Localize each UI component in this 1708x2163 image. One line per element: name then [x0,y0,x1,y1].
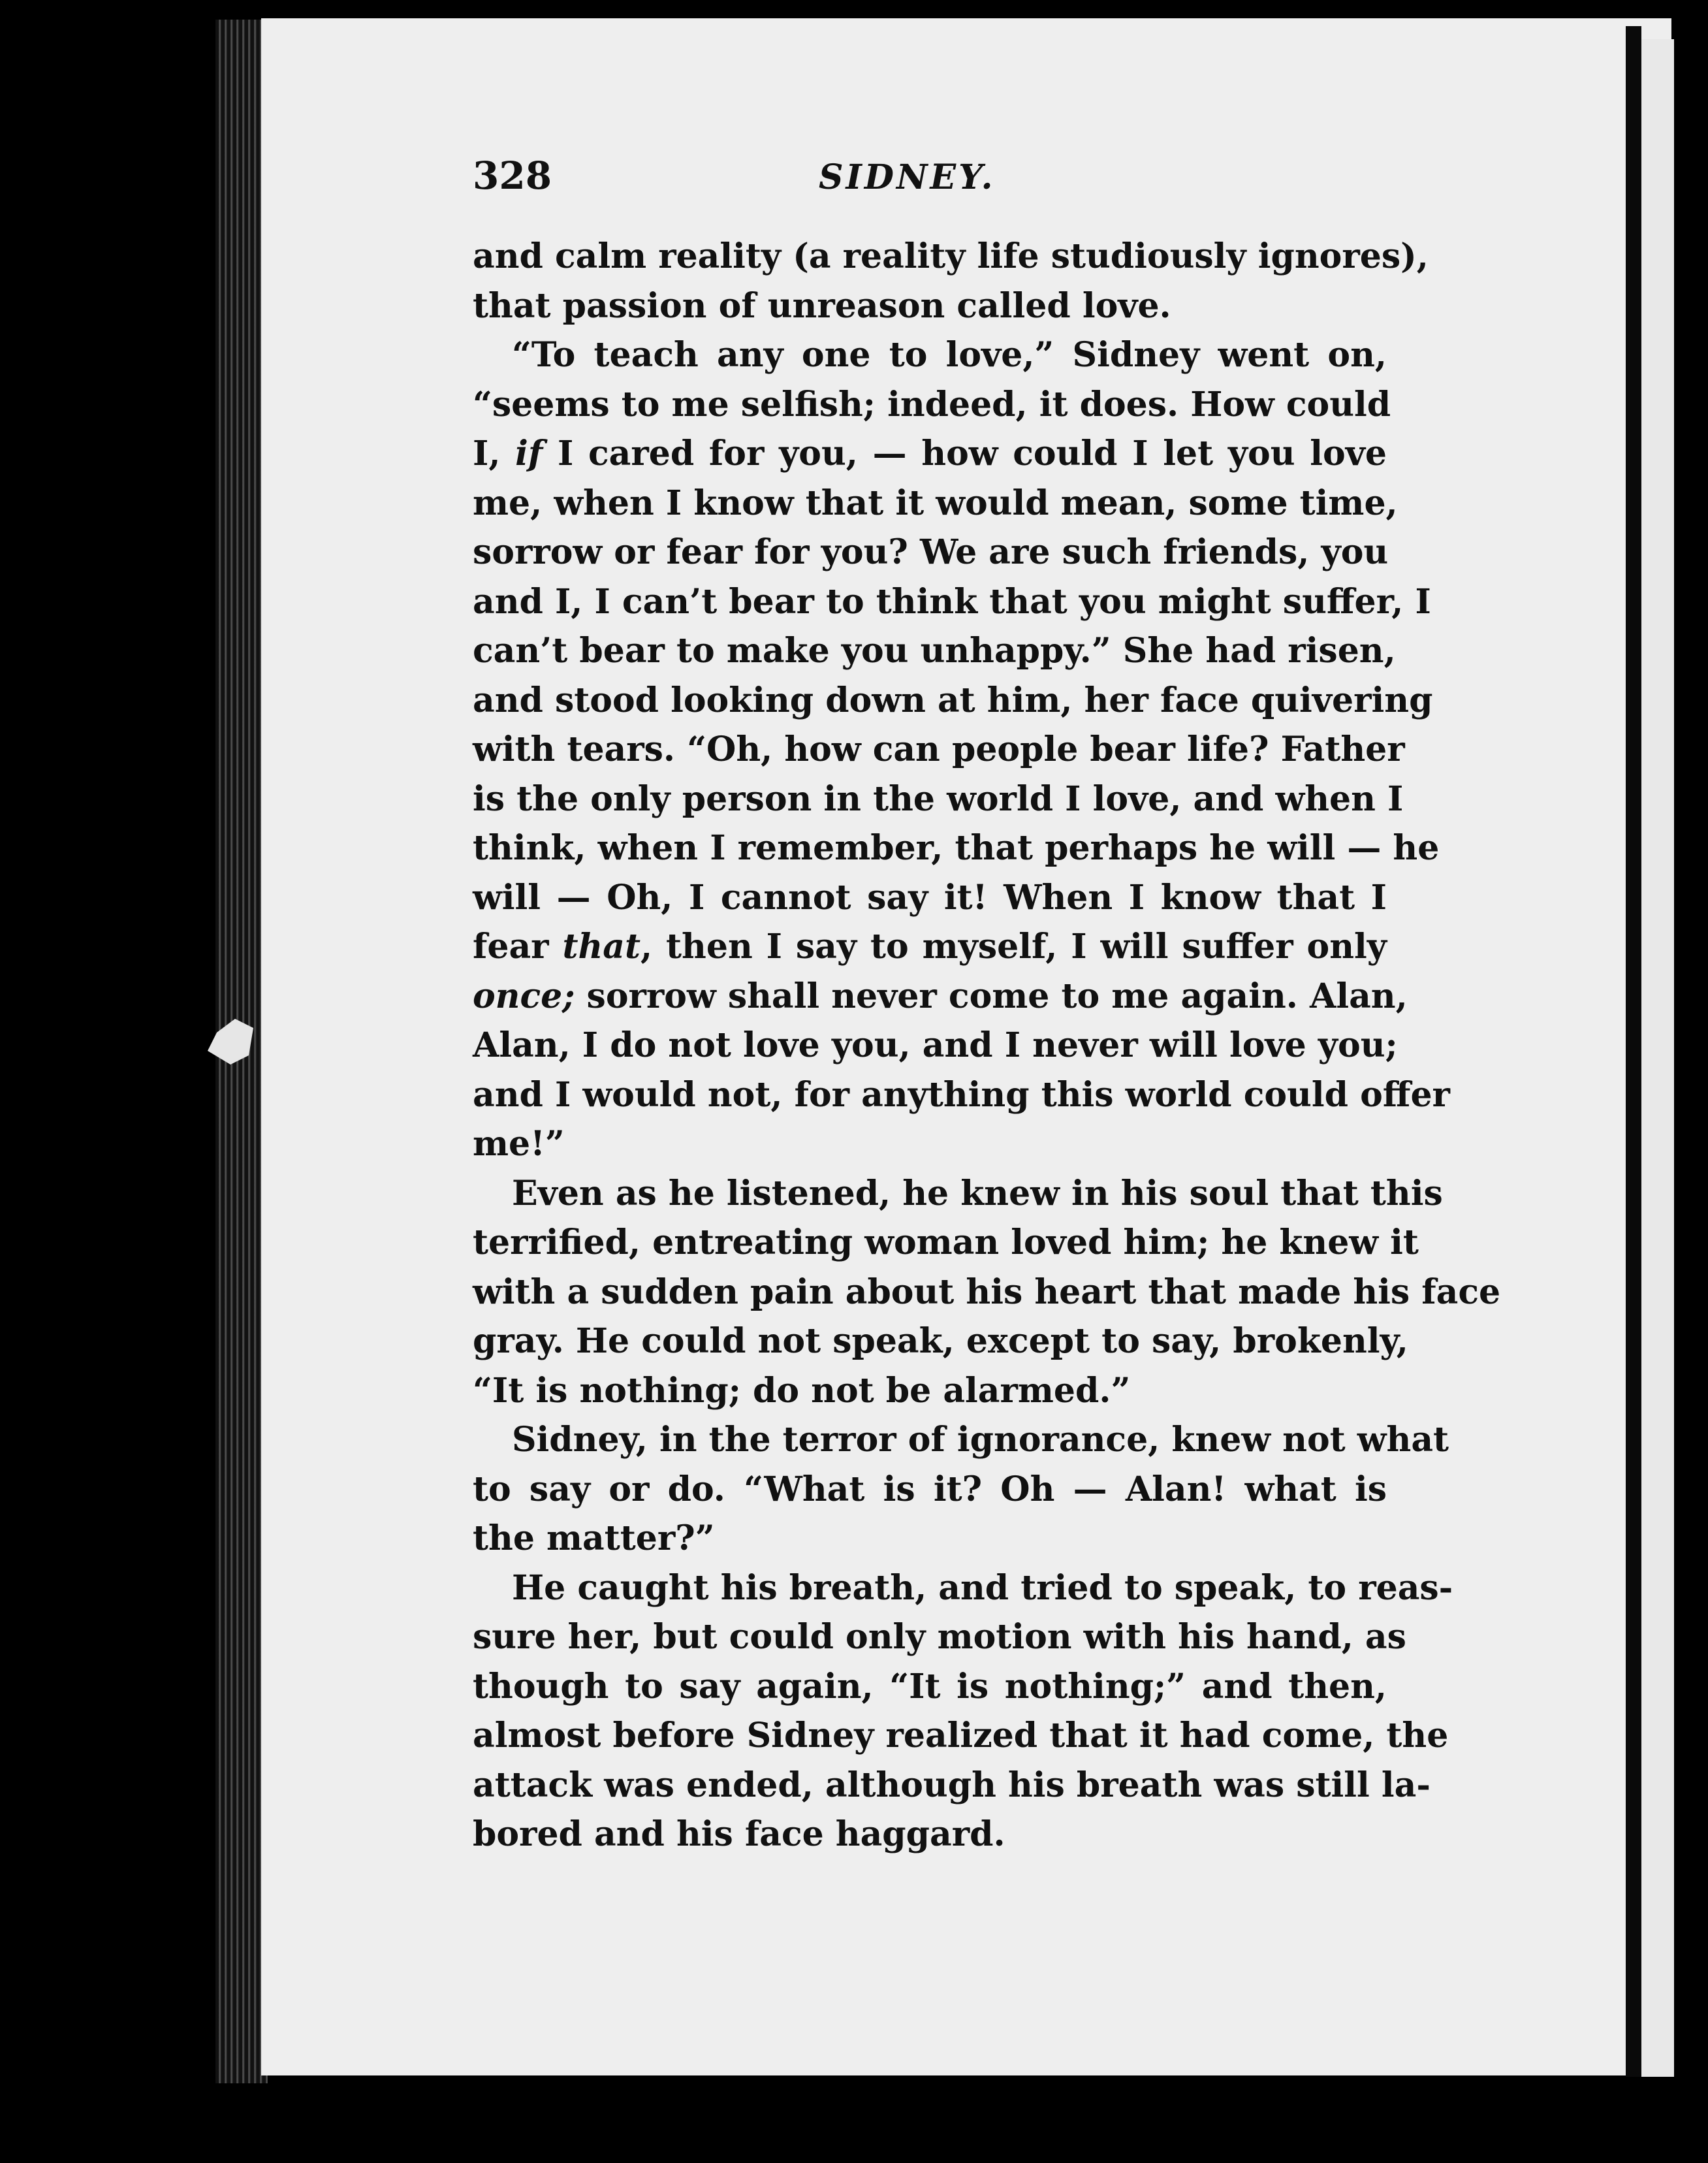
text-line: sure her, but could only motion with his hand, as [473,1617,1406,1657]
text-line [473,429,1387,479]
text-line: with tears. “Oh, how can people bear life? Father [473,729,1405,769]
text-run: fear [473,927,563,967]
text-line: “It is nothing; do not be alarmed.” [473,1370,1131,1411]
italic-run: if [515,434,543,473]
text-line: gray. He could not speak, except to say, brokenly, [473,1321,1408,1361]
italic-run: that [562,927,641,967]
text-line: terrified, entreating woman loved him; he knew it [473,1223,1419,1262]
text-line: Sidney, in the terror of ignorance, knew not what [512,1420,1449,1460]
text-line: attack was ended, although his breath was still la- [473,1765,1431,1805]
text-line: almost before Sidney realized that it had come, the [473,1716,1449,1755]
italic-run: once; [473,976,575,1016]
body-text [473,232,1501,1859]
text-line: me, when I know that it would mean, some time, [473,483,1398,523]
text-line: will — Oh, I cannot say it! When I know that I [473,877,1387,918]
text-line: me!” [473,1124,565,1164]
text-line: to say or do. “What is it? Oh — Alan! what is [473,1469,1387,1509]
text-line: Even as he listened, he knew in his soul that this [512,1173,1443,1213]
text-run: I, [473,434,516,473]
text-line: and I would not, for anything this world could offer [473,1074,1450,1115]
text-line: He caught his breath, and tried to speak, to reas- [512,1567,1453,1608]
text-line: think, when I remember, that perhaps he will — he [473,828,1440,868]
text-line: the matter?” [473,1518,715,1558]
page-header [473,153,1387,212]
text-line: bored and his face haggard. [473,1814,1005,1854]
text-line: though to say again, “It is nothing;” and then, [473,1666,1387,1706]
right-gutter [1626,26,1641,2077]
text-line: and I, I can’t bear to think that you might suffer, I [473,581,1431,622]
text-line [473,922,1387,972]
running-head: SIDNEY. [819,157,996,197]
page-number: 328 [473,153,552,198]
text-line: is the only person in the world I love, and when I [473,778,1404,819]
text-line: “To teach any one to love,” Sidney went on, [512,335,1387,375]
text-line: can’t bear to make you unhappy.” She had risen, [473,631,1396,671]
text-line: and stood looking down at him, her face quivering [473,680,1433,720]
text-run: , then I say to myself, I will suffer only [640,927,1387,967]
text-run: sorrow shall never come to me again. Alan, [575,976,1408,1016]
text-line: “seems to me selfish; indeed, it does. How could [473,384,1391,425]
text-line [473,972,1408,1021]
text-line: that passion of unreason called love. [473,285,1171,326]
facing-page-edge [1641,39,1674,2077]
text-run: I cared for you, — how could I let you love [543,434,1387,473]
text-line: and calm reality (a reality life studiously ignores), [473,236,1429,276]
text-line: sorrow or fear for you? We are such friends, you [473,532,1389,572]
text-line: with a sudden pain about his heart that made his face [473,1272,1501,1312]
text-line: Alan, I do not love you, and I never will love you; [473,1025,1398,1065]
